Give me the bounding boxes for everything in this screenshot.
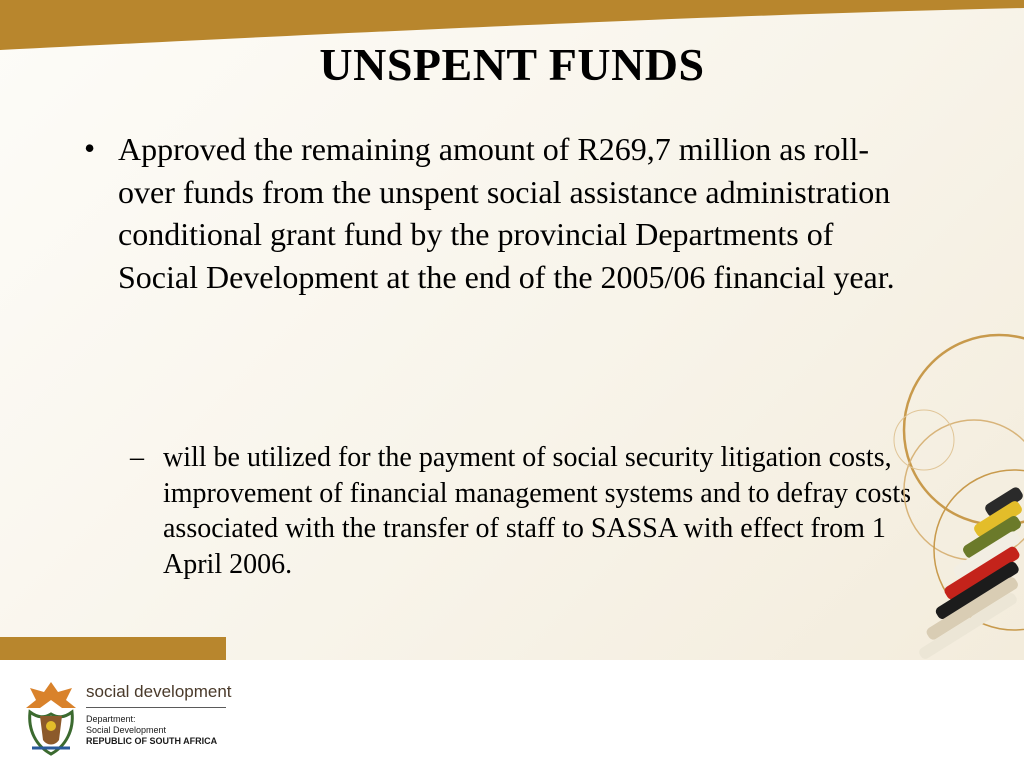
sub-bullet-marker: – bbox=[130, 442, 144, 473]
sub-bullet-text: will be utilized for the payment of social security litigation costs, improvement of financial management systems and to defray costs associated with the transfer of staff to SASSA with effect from 1 April 2006. bbox=[163, 442, 912, 580]
bullet-text: Approved the remaining amount of R269,7 million as roll-over funds from the unspent social assistance administration conditional grant fund by the provincial Departments of Social Development at the end of the 2005/06 financial year. bbox=[118, 131, 895, 295]
brand-divider bbox=[86, 707, 226, 708]
footer bbox=[0, 660, 1024, 768]
department-line-1: Department: bbox=[86, 714, 136, 724]
department-line-2: Social Development bbox=[86, 725, 167, 735]
brand-name: social development bbox=[86, 682, 232, 701]
country-name: REPUBLIC OF SOUTH AFRICA bbox=[86, 736, 218, 746]
department-block bbox=[86, 714, 217, 747]
bullet-marker: • bbox=[84, 130, 96, 166]
slide-title: UNSPENT FUNDS bbox=[319, 39, 705, 90]
coat-of-arms-icon bbox=[22, 678, 80, 756]
footer-accent-bar bbox=[0, 637, 226, 660]
beadwork-decoration bbox=[864, 320, 1024, 660]
